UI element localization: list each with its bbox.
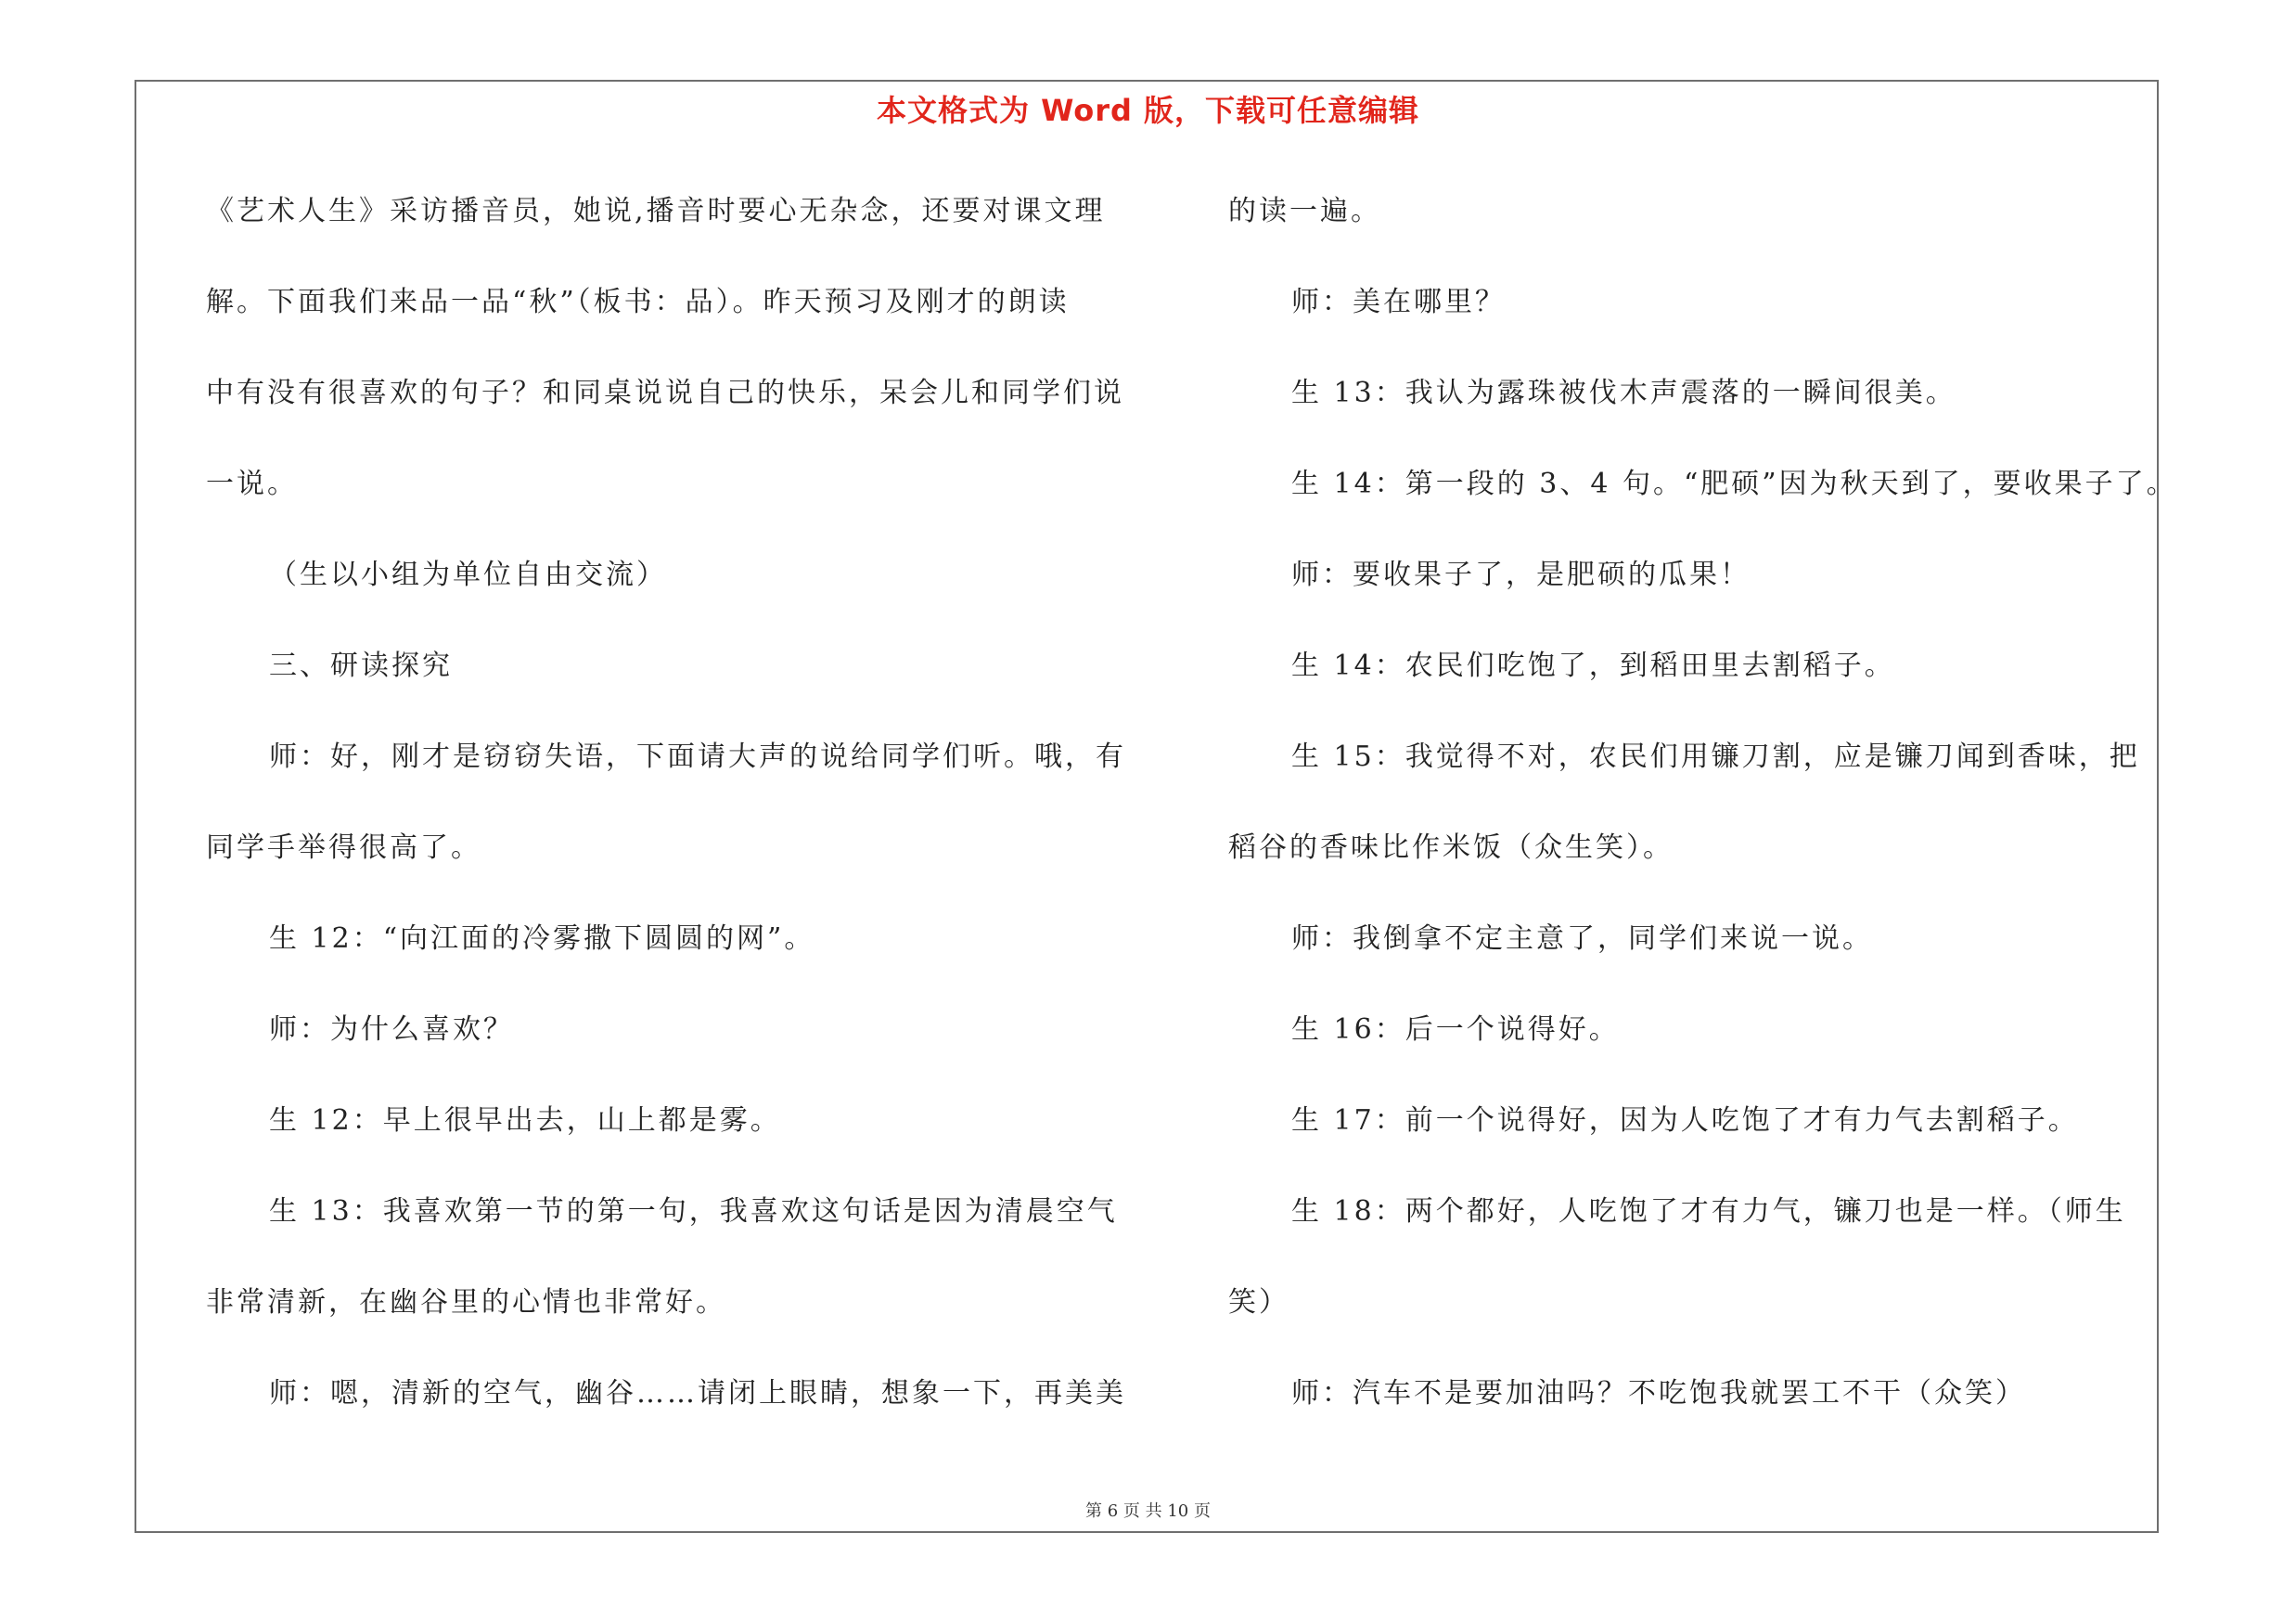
paragraph-line: 同学手举得很高了。 bbox=[206, 831, 481, 864]
paragraph-line: 生 13：我喜欢第一节的第一句，我喜欢这句话是因为清晨空气 bbox=[269, 1195, 1118, 1228]
paragraph-line: 生 14：农民们吃饱了，到稻田里去割稻子。 bbox=[1291, 650, 1895, 682]
paragraph-line: 生 14：第一段的 3、4 句。“肥硕”因为秋天到了，要收果子了。 bbox=[1291, 468, 2177, 500]
paragraph-line: 一说。 bbox=[206, 468, 298, 500]
page-number: 第 6 页 共 10 页 bbox=[1085, 1501, 1211, 1521]
paragraph-line: 师：我倒拿不定主意了，同学们来说一说。 bbox=[1291, 922, 1873, 955]
paragraph-line: 生 17：前一个说得好，因为人吃饱了才有力气去割稻子。 bbox=[1291, 1104, 2079, 1137]
paragraph-line: 非常清新，在幽谷里的心情也非常好。 bbox=[206, 1286, 726, 1319]
paragraph-line: 师：美在哪里？ bbox=[1291, 286, 1506, 318]
paragraph-line: 生 16：后一个说得好。 bbox=[1291, 1013, 1620, 1046]
paragraph-line: 《艺术人生》采访播音员，她说,播音时要心无杂念，还要对课文理 bbox=[206, 195, 1106, 227]
paragraph-line: 师：好，刚才是窃窃失语，下面请大声的说给同学们听。哦，有 bbox=[269, 741, 1126, 773]
paragraph-line: 笑） bbox=[1228, 1286, 1289, 1319]
paragraph-line: 生 15：我觉得不对，农民们用镰刀割，应是镰刀闻到香味，把 bbox=[1291, 741, 2140, 773]
paragraph-line: 的读一遍。 bbox=[1228, 195, 1381, 227]
section-heading: 三、研读探究 bbox=[269, 650, 453, 682]
paragraph-line: 中有没有很喜欢的句子？和同桌说说自己的快乐，呆会儿和同学们说 bbox=[206, 377, 1124, 409]
paragraph-line: （生以小组为单位自由交流） bbox=[269, 559, 667, 591]
paragraph-line: 生 13：我认为露珠被伐木声震落的一瞬间很美。 bbox=[1291, 377, 1956, 409]
format-banner: 本文格式为 Word 版，下载可任意编辑 bbox=[876, 93, 1420, 128]
paragraph-line: 师：要收果子了，是肥硕的瓜果！ bbox=[1291, 559, 1751, 591]
paragraph-line: 师：汽车不是要加油吗？不吃饱我就罢工不干（众笑） bbox=[1291, 1377, 2026, 1410]
paragraph-line: 生 12：早上很早出去，山上都是雾。 bbox=[269, 1104, 781, 1137]
paragraph-line: 师：为什么喜欢？ bbox=[269, 1013, 514, 1046]
paragraph-line: 师：嗯，清新的空气，幽谷……请闭上眼睛，想象一下，再美美 bbox=[269, 1377, 1126, 1410]
paragraph-line: 解。下面我们来品一品“秋”（板书：品）。昨天预习及刚才的朗读 bbox=[206, 286, 1070, 318]
paragraph-line: 生 12：“向江面的冷雾撒下圆圆的网”。 bbox=[269, 922, 815, 955]
paragraph-line: 稻谷的香味比作米饭（众生笑）。 bbox=[1228, 831, 1674, 864]
paragraph-line: 生 18：两个都好，人吃饱了才有力气，镰刀也是一样。（师生 bbox=[1291, 1195, 2126, 1228]
